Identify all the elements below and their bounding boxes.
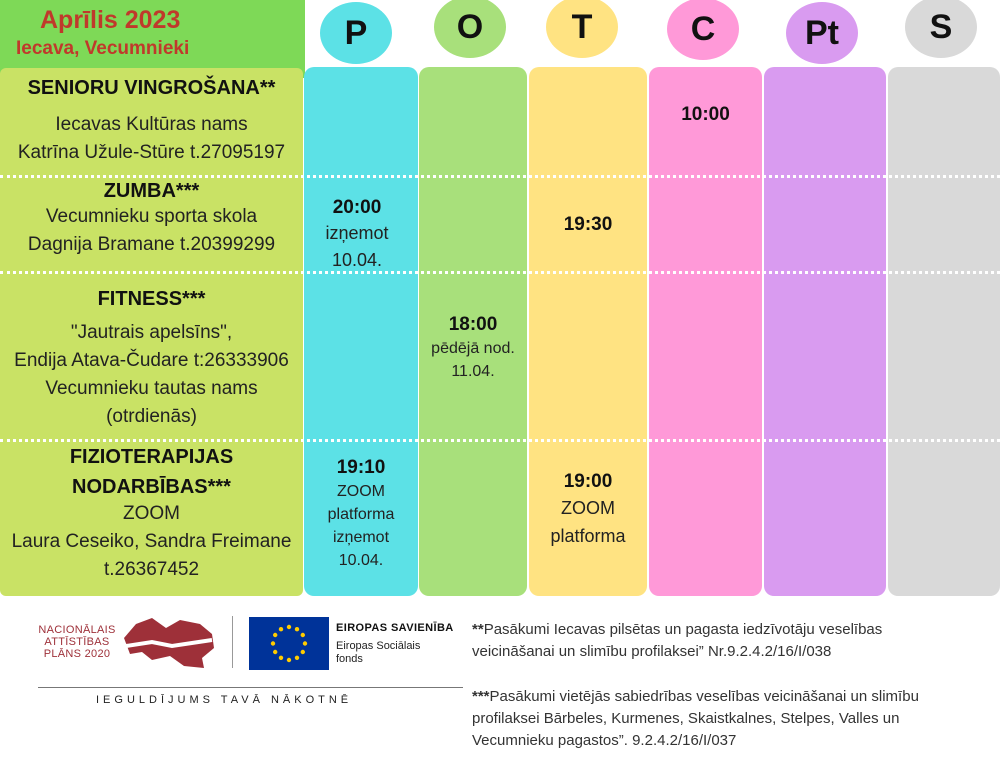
column-c xyxy=(649,67,762,596)
footnote-text: veicināšanai un slimību profilaksei” Nr.9.2.4.2/16/I/038 xyxy=(472,643,832,660)
schedule-cell-fizio-t xyxy=(529,470,647,550)
day-pt: Pt xyxy=(786,2,858,64)
footnote-text: Pasākumi vietējās sabiedrības veselības veicināšanai un slimību xyxy=(489,688,919,705)
row-separator xyxy=(0,271,1000,274)
session-time: 10:00 xyxy=(681,104,730,125)
column-pt xyxy=(764,67,886,596)
schedule-cell-fitness-o xyxy=(419,313,527,383)
slogan-divider xyxy=(38,687,463,688)
session-note: 11.04. xyxy=(451,363,495,380)
session-note: platforma xyxy=(550,526,626,546)
slogan: IEGULDĪJUMS TAVĀ NĀKOTNĒ xyxy=(96,694,353,706)
nap-logo-line: PLĀNS 2020 xyxy=(43,648,111,660)
eu-title: EIROPAS SAVIENĪBA xyxy=(336,622,454,634)
footnote-2 xyxy=(472,686,997,752)
session-note: ZOOM xyxy=(561,498,615,518)
activity-venue: Vecumnieku sporta skola xyxy=(45,206,258,227)
activity-venue: "Jautrais apelsīns", xyxy=(70,322,233,343)
location-subtitle: Iecava, Vecumnieki xyxy=(16,38,190,59)
session-time: 19:00 xyxy=(563,471,613,492)
eu-flag-icon xyxy=(249,617,329,670)
nap-logo-line: ATTĪSTĪBAS xyxy=(44,636,110,648)
session-time: 20:00 xyxy=(332,197,382,218)
activity-contact: t.26367452 xyxy=(103,559,200,580)
activity-contact: Endija Atava-Čudare t:26333906 xyxy=(14,350,289,371)
column-s xyxy=(888,67,1000,596)
session-note: pēdējā nod. xyxy=(431,340,515,357)
footnote-mark: ** xyxy=(472,621,484,638)
footnote-text: Pasākumi Iecavas pilsētas un pagasta iedzīvotāju veselības xyxy=(483,621,883,638)
session-time: 18:00 xyxy=(448,314,498,335)
session-note: izņemot xyxy=(332,529,390,546)
activity-title-zumba: ZUMBA*** xyxy=(103,180,200,202)
day-s: S xyxy=(905,0,977,58)
activity-contact: Laura Ceseiko, Sandra Freimane xyxy=(11,531,292,552)
footnote-text: Vecumnieku pagastos”. 9.2.4.2/16/I/037 xyxy=(472,732,737,749)
day-o: O xyxy=(434,0,506,58)
activity-venue: ZOOM xyxy=(123,503,180,524)
day-t: T xyxy=(546,0,618,58)
session-note: platforma xyxy=(327,506,395,523)
session-note: 10.04. xyxy=(331,250,383,270)
footnote-1 xyxy=(472,619,992,663)
footnote-text: profilaksei Bārbeles, Kurmenes, Skaistkalnes, Stelpes, Valles un xyxy=(472,710,900,727)
latvia-map-icon xyxy=(122,616,216,672)
eu-fund-line: fonds xyxy=(336,653,363,665)
activity-title-fizio: FIZIOTERAPIJAS xyxy=(69,446,234,468)
eu-fund xyxy=(336,640,420,666)
activity-contact: Katrīna Užule-Stūre t.27095197 xyxy=(17,142,286,163)
activity-contact: Dagnija Bramane t.20399299 xyxy=(27,234,276,255)
activity-title-fitness: FITNESS*** xyxy=(97,288,206,310)
session-note: 10.04. xyxy=(338,552,384,569)
schedule-cell-fizio-p xyxy=(304,456,418,572)
activity-day-note: (otrdienās) xyxy=(106,406,197,427)
row-separator xyxy=(0,439,1000,442)
schedule-cell-zumba-p xyxy=(304,196,410,274)
schedule-cell-seniori-c xyxy=(649,104,762,126)
activity-title-seniori: SENIORU VINGROŠANA** xyxy=(27,77,276,99)
row-separator xyxy=(0,175,1000,178)
logo-divider xyxy=(232,616,233,668)
session-time: 19:30 xyxy=(563,214,613,235)
page-title: Aprīlis 2023 xyxy=(40,6,181,34)
day-c: C xyxy=(667,0,739,60)
session-time: 19:10 xyxy=(336,457,386,478)
schedule-cell-zumba-t xyxy=(529,214,647,236)
nap-logo-line: NACIONĀLAIS xyxy=(38,624,116,636)
activity-title-fizio: NODARBĪBAS*** xyxy=(72,476,231,498)
footnote-mark: *** xyxy=(472,688,490,705)
eu-fund-line: Eiropas Sociālais xyxy=(336,640,421,652)
activity-venue: Iecavas Kultūras nams xyxy=(55,114,248,135)
session-note: ZOOM xyxy=(337,483,385,500)
nap-logo-text xyxy=(36,624,118,660)
activity-venue: Vecumnieku tautas nams xyxy=(45,378,258,399)
session-note: izņemot xyxy=(325,223,389,243)
day-p: P xyxy=(320,2,392,64)
